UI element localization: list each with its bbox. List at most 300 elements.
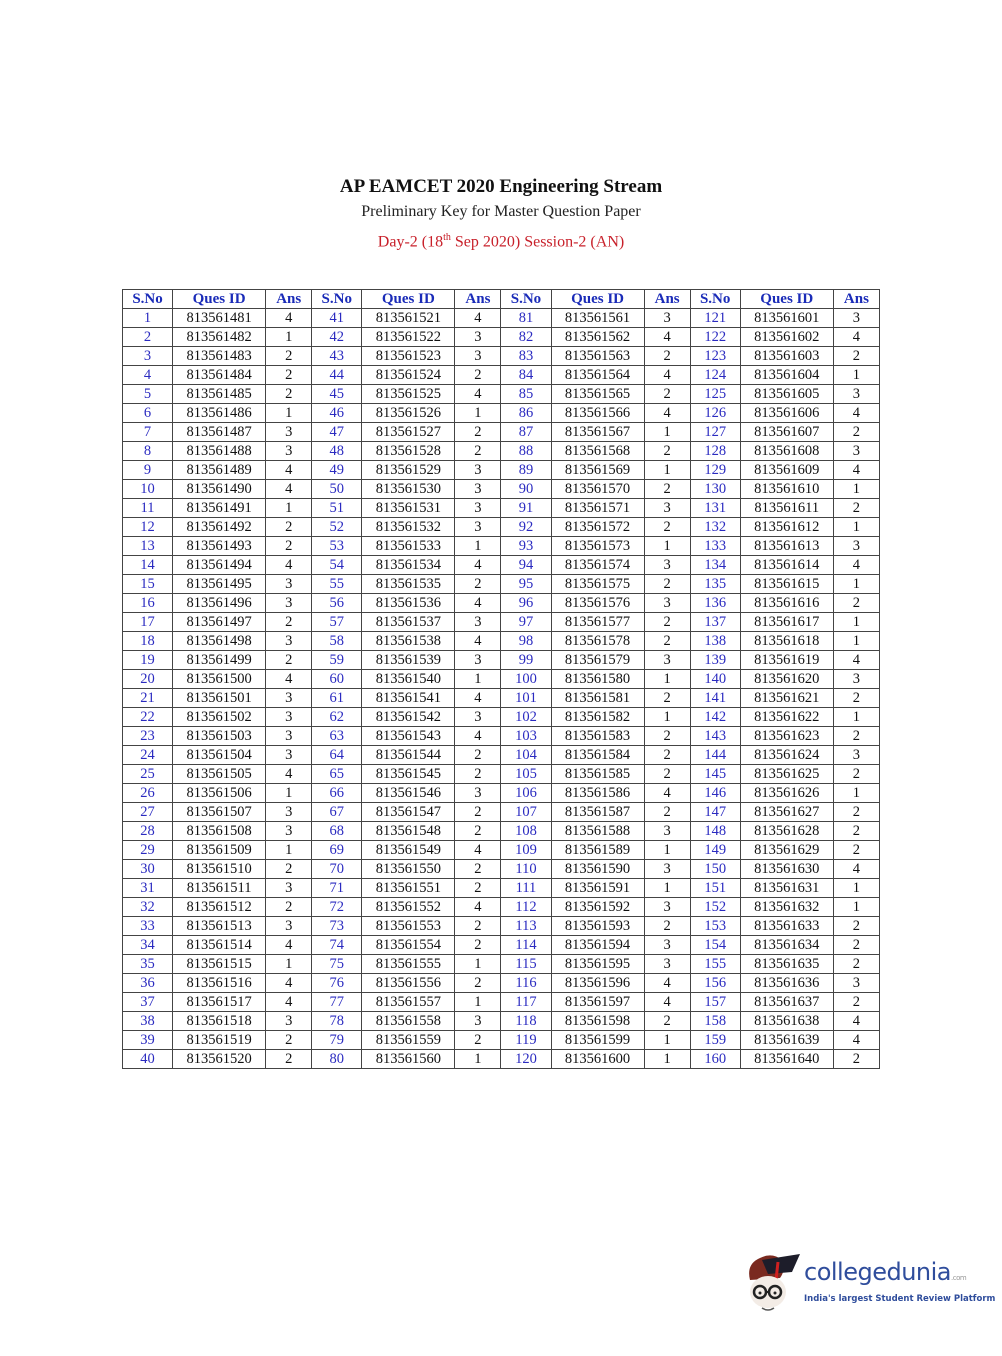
serial-number-cell: 97 [501, 613, 551, 632]
serial-number-cell: 10 [123, 480, 173, 499]
serial-number-cell: 114 [501, 936, 551, 955]
answer-cell: 1 [833, 898, 879, 917]
question-id-cell: 813561486 [173, 404, 266, 423]
serial-number-cell: 120 [501, 1050, 551, 1069]
question-id-cell: 813561497 [173, 613, 266, 632]
answer-cell: 1 [266, 328, 312, 347]
answer-cell: 1 [833, 784, 879, 803]
question-id-cell: 813561490 [173, 480, 266, 499]
answer-cell: 4 [644, 366, 690, 385]
answer-cell: 3 [644, 594, 690, 613]
table-row [123, 613, 880, 632]
answer-cell: 3 [644, 936, 690, 955]
table-row [123, 499, 880, 518]
question-id-cell: 813561612 [740, 518, 833, 537]
table-row [123, 974, 880, 993]
table-row [123, 309, 880, 328]
question-id-cell: 813561494 [173, 556, 266, 575]
answer-cell: 2 [833, 803, 879, 822]
answer-key-table [122, 289, 880, 1069]
question-id-cell: 813561573 [551, 537, 644, 556]
answer-cell: 2 [266, 385, 312, 404]
answer-cell: 3 [833, 746, 879, 765]
serial-number-cell: 44 [312, 366, 362, 385]
serial-number-cell: 138 [690, 632, 740, 651]
table-row [123, 765, 880, 784]
serial-number-cell: 150 [690, 860, 740, 879]
column-header: Ans [266, 290, 312, 309]
table-row [123, 936, 880, 955]
table-row [123, 404, 880, 423]
question-id-cell: 813561550 [362, 860, 455, 879]
serial-number-cell: 37 [123, 993, 173, 1012]
question-id-cell: 813561527 [362, 423, 455, 442]
question-id-cell: 813561583 [551, 727, 644, 746]
question-id-cell: 813561605 [740, 385, 833, 404]
serial-number-cell: 46 [312, 404, 362, 423]
answer-cell: 3 [266, 423, 312, 442]
table-row [123, 347, 880, 366]
table-row [123, 594, 880, 613]
question-id-cell: 813561614 [740, 556, 833, 575]
serial-number-cell: 131 [690, 499, 740, 518]
serial-number-cell: 61 [312, 689, 362, 708]
answer-cell: 2 [455, 822, 501, 841]
answer-cell: 1 [644, 461, 690, 480]
serial-number-cell: 109 [501, 841, 551, 860]
answer-cell: 2 [644, 803, 690, 822]
table-row [123, 537, 880, 556]
answer-cell: 3 [266, 746, 312, 765]
table-row [123, 518, 880, 537]
question-id-cell: 813561580 [551, 670, 644, 689]
column-header: Ans [833, 290, 879, 309]
answer-cell: 2 [455, 423, 501, 442]
question-id-cell: 813561558 [362, 1012, 455, 1031]
serial-number-cell: 48 [312, 442, 362, 461]
answer-cell: 2 [266, 1050, 312, 1069]
answer-cell: 2 [644, 746, 690, 765]
serial-number-cell: 30 [123, 860, 173, 879]
answer-cell: 2 [266, 651, 312, 670]
question-id-cell: 813561561 [551, 309, 644, 328]
table-row [123, 689, 880, 708]
serial-number-cell: 32 [123, 898, 173, 917]
answer-cell: 4 [833, 1031, 879, 1050]
question-id-cell: 813561600 [551, 1050, 644, 1069]
answer-cell: 2 [455, 974, 501, 993]
column-header: Ques ID [740, 290, 833, 309]
serial-number-cell: 26 [123, 784, 173, 803]
serial-number-cell: 154 [690, 936, 740, 955]
answer-cell: 4 [833, 1012, 879, 1031]
answer-cell: 4 [455, 689, 501, 708]
question-id-cell: 813561488 [173, 442, 266, 461]
answer-cell: 3 [455, 651, 501, 670]
serial-number-cell: 57 [312, 613, 362, 632]
serial-number-cell: 39 [123, 1031, 173, 1050]
question-id-cell: 813561511 [173, 879, 266, 898]
serial-number-cell: 25 [123, 765, 173, 784]
question-id-cell: 813561565 [551, 385, 644, 404]
serial-number-cell: 119 [501, 1031, 551, 1050]
serial-number-cell: 8 [123, 442, 173, 461]
serial-number-cell: 62 [312, 708, 362, 727]
serial-number-cell: 85 [501, 385, 551, 404]
question-id-cell: 813561586 [551, 784, 644, 803]
serial-number-cell: 7 [123, 423, 173, 442]
serial-number-cell: 15 [123, 575, 173, 594]
serial-number-cell: 146 [690, 784, 740, 803]
serial-number-cell: 96 [501, 594, 551, 613]
serial-number-cell: 41 [312, 309, 362, 328]
table-row [123, 385, 880, 404]
answer-cell: 3 [455, 784, 501, 803]
serial-number-cell: 36 [123, 974, 173, 993]
answer-cell: 2 [455, 765, 501, 784]
answer-cell: 1 [833, 518, 879, 537]
column-header: S.No [501, 290, 551, 309]
answer-cell: 4 [266, 974, 312, 993]
answer-cell: 2 [833, 594, 879, 613]
answer-cell: 2 [644, 727, 690, 746]
serial-number-cell: 155 [690, 955, 740, 974]
answer-cell: 3 [455, 347, 501, 366]
answer-cell: 2 [455, 746, 501, 765]
answer-cell: 4 [644, 328, 690, 347]
table-row [123, 328, 880, 347]
serial-number-cell: 133 [690, 537, 740, 556]
table-row [123, 1031, 880, 1050]
question-id-cell: 813561585 [551, 765, 644, 784]
serial-number-cell: 112 [501, 898, 551, 917]
question-id-cell: 813561568 [551, 442, 644, 461]
question-id-cell: 813561528 [362, 442, 455, 461]
serial-number-cell: 23 [123, 727, 173, 746]
answer-cell: 4 [266, 309, 312, 328]
answer-cell: 2 [833, 727, 879, 746]
answer-cell: 3 [266, 917, 312, 936]
answer-cell: 2 [644, 613, 690, 632]
serial-number-cell: 118 [501, 1012, 551, 1031]
answer-cell: 1 [455, 1050, 501, 1069]
serial-number-cell: 82 [501, 328, 551, 347]
serial-number-cell: 83 [501, 347, 551, 366]
answer-cell: 1 [644, 1050, 690, 1069]
question-id-cell: 813561482 [173, 328, 266, 347]
question-id-cell: 813561510 [173, 860, 266, 879]
answer-cell: 2 [833, 917, 879, 936]
serial-number-cell: 13 [123, 537, 173, 556]
question-id-cell: 813561513 [173, 917, 266, 936]
question-id-cell: 813561552 [362, 898, 455, 917]
serial-number-cell: 31 [123, 879, 173, 898]
answer-cell: 2 [644, 442, 690, 461]
question-id-cell: 813561485 [173, 385, 266, 404]
serial-number-cell: 113 [501, 917, 551, 936]
question-id-cell: 813561608 [740, 442, 833, 461]
serial-number-cell: 157 [690, 993, 740, 1012]
serial-number-cell: 24 [123, 746, 173, 765]
question-id-cell: 813561523 [362, 347, 455, 366]
serial-number-cell: 105 [501, 765, 551, 784]
answer-cell: 1 [644, 670, 690, 689]
answer-cell: 2 [455, 860, 501, 879]
serial-number-cell: 90 [501, 480, 551, 499]
question-id-cell: 813561593 [551, 917, 644, 936]
serial-number-cell: 159 [690, 1031, 740, 1050]
answer-cell: 3 [455, 328, 501, 347]
question-id-cell: 813561589 [551, 841, 644, 860]
answer-cell: 3 [833, 442, 879, 461]
column-header: S.No [690, 290, 740, 309]
table-row [123, 879, 880, 898]
question-id-cell: 813561491 [173, 499, 266, 518]
answer-cell: 2 [833, 689, 879, 708]
serial-number-cell: 63 [312, 727, 362, 746]
serial-number-cell: 100 [501, 670, 551, 689]
serial-number-cell: 1 [123, 309, 173, 328]
serial-number-cell: 127 [690, 423, 740, 442]
question-id-cell: 813561624 [740, 746, 833, 765]
answer-cell: 1 [644, 879, 690, 898]
answer-cell: 3 [644, 898, 690, 917]
serial-number-cell: 49 [312, 461, 362, 480]
column-header: Ans [455, 290, 501, 309]
serial-number-cell: 54 [312, 556, 362, 575]
question-id-cell: 813561599 [551, 1031, 644, 1050]
serial-number-cell: 76 [312, 974, 362, 993]
question-id-cell: 813561618 [740, 632, 833, 651]
serial-number-cell: 125 [690, 385, 740, 404]
answer-cell: 3 [455, 480, 501, 499]
serial-number-cell: 2 [123, 328, 173, 347]
serial-number-cell: 152 [690, 898, 740, 917]
serial-number-cell: 74 [312, 936, 362, 955]
table-row [123, 993, 880, 1012]
serial-number-cell: 53 [312, 537, 362, 556]
mascot-icon [742, 1250, 802, 1316]
answer-cell: 2 [266, 347, 312, 366]
answer-cell: 1 [644, 841, 690, 860]
answer-cell: 4 [833, 860, 879, 879]
table-row [123, 708, 880, 727]
answer-cell: 2 [455, 936, 501, 955]
answer-cell: 4 [266, 556, 312, 575]
serial-number-cell: 115 [501, 955, 551, 974]
question-id-cell: 813561628 [740, 822, 833, 841]
question-id-cell: 813561484 [173, 366, 266, 385]
question-id-cell: 813561626 [740, 784, 833, 803]
column-header: Ques ID [362, 290, 455, 309]
serial-number-cell: 84 [501, 366, 551, 385]
question-id-cell: 813561562 [551, 328, 644, 347]
serial-number-cell: 103 [501, 727, 551, 746]
serial-number-cell: 141 [690, 689, 740, 708]
session-sup: th [443, 232, 451, 243]
question-id-cell: 813561588 [551, 822, 644, 841]
answer-cell: 3 [833, 974, 879, 993]
serial-number-cell: 147 [690, 803, 740, 822]
serial-number-cell: 117 [501, 993, 551, 1012]
serial-number-cell: 94 [501, 556, 551, 575]
serial-number-cell: 116 [501, 974, 551, 993]
serial-number-cell: 156 [690, 974, 740, 993]
serial-number-cell: 70 [312, 860, 362, 879]
question-id-cell: 813561620 [740, 670, 833, 689]
question-id-cell: 813561518 [173, 1012, 266, 1031]
answer-cell: 1 [644, 537, 690, 556]
answer-cell: 3 [644, 822, 690, 841]
serial-number-cell: 110 [501, 860, 551, 879]
question-id-cell: 813561555 [362, 955, 455, 974]
question-id-cell: 813561551 [362, 879, 455, 898]
serial-number-cell: 20 [123, 670, 173, 689]
answer-cell: 3 [266, 689, 312, 708]
answer-cell: 3 [644, 955, 690, 974]
serial-number-cell: 92 [501, 518, 551, 537]
answer-cell: 4 [455, 841, 501, 860]
serial-number-cell: 129 [690, 461, 740, 480]
answer-cell: 1 [266, 955, 312, 974]
question-id-cell: 813561630 [740, 860, 833, 879]
table-row [123, 632, 880, 651]
serial-number-cell: 73 [312, 917, 362, 936]
column-header: S.No [312, 290, 362, 309]
question-id-cell: 813561615 [740, 575, 833, 594]
question-id-cell: 813561601 [740, 309, 833, 328]
question-id-cell: 813561622 [740, 708, 833, 727]
answer-cell: 3 [266, 632, 312, 651]
table-row [123, 480, 880, 499]
document-subtitle: Preliminary Key for Master Question Paper [361, 203, 641, 220]
answer-cell: 2 [833, 955, 879, 974]
serial-number-cell: 45 [312, 385, 362, 404]
question-id-cell: 813561584 [551, 746, 644, 765]
table-row [123, 461, 880, 480]
answer-cell: 2 [833, 936, 879, 955]
question-id-cell: 813561500 [173, 670, 266, 689]
serial-number-cell: 99 [501, 651, 551, 670]
serial-number-cell: 35 [123, 955, 173, 974]
table-row [123, 366, 880, 385]
serial-number-cell: 58 [312, 632, 362, 651]
table-row [123, 803, 880, 822]
question-id-cell: 813561581 [551, 689, 644, 708]
answer-cell: 2 [266, 898, 312, 917]
question-id-cell: 813561495 [173, 575, 266, 594]
question-id-cell: 813561617 [740, 613, 833, 632]
serial-number-cell: 78 [312, 1012, 362, 1031]
question-id-cell: 813561522 [362, 328, 455, 347]
answer-cell: 3 [833, 670, 879, 689]
answer-cell: 2 [455, 1031, 501, 1050]
question-id-cell: 813561554 [362, 936, 455, 955]
answer-cell: 2 [644, 480, 690, 499]
answer-cell: 4 [644, 974, 690, 993]
serial-number-cell: 19 [123, 651, 173, 670]
answer-cell: 2 [644, 765, 690, 784]
question-id-cell: 813561563 [551, 347, 644, 366]
serial-number-cell: 4 [123, 366, 173, 385]
question-id-cell: 813561538 [362, 632, 455, 651]
question-id-cell: 813561526 [362, 404, 455, 423]
answer-cell: 4 [266, 461, 312, 480]
question-id-cell: 813561556 [362, 974, 455, 993]
question-id-cell: 813561505 [173, 765, 266, 784]
serial-number-cell: 145 [690, 765, 740, 784]
serial-number-cell: 128 [690, 442, 740, 461]
serial-number-cell: 65 [312, 765, 362, 784]
answer-cell: 2 [833, 822, 879, 841]
serial-number-cell: 60 [312, 670, 362, 689]
answer-cell: 3 [644, 651, 690, 670]
answer-cell: 2 [644, 347, 690, 366]
answer-cell: 4 [644, 993, 690, 1012]
question-id-cell: 813561492 [173, 518, 266, 537]
answer-cell: 2 [644, 632, 690, 651]
answer-cell: 3 [644, 860, 690, 879]
question-id-cell: 813561541 [362, 689, 455, 708]
question-id-cell: 813561606 [740, 404, 833, 423]
brand-text: collegedunia [804, 1258, 952, 1286]
answer-cell: 2 [455, 917, 501, 936]
serial-number-cell: 108 [501, 822, 551, 841]
answer-cell: 2 [833, 993, 879, 1012]
answer-cell: 1 [455, 404, 501, 423]
question-id-cell: 813561521 [362, 309, 455, 328]
question-id-cell: 813561610 [740, 480, 833, 499]
question-id-cell: 813561571 [551, 499, 644, 518]
answer-cell: 3 [266, 879, 312, 898]
answer-cell: 2 [644, 385, 690, 404]
question-id-cell: 813561609 [740, 461, 833, 480]
table-row [123, 822, 880, 841]
answer-cell: 4 [644, 404, 690, 423]
answer-cell: 3 [644, 309, 690, 328]
question-id-cell: 813561535 [362, 575, 455, 594]
table-row [123, 1050, 880, 1069]
answer-cell: 2 [644, 518, 690, 537]
question-id-cell: 813561590 [551, 860, 644, 879]
answer-cell: 2 [833, 347, 879, 366]
serial-number-cell: 71 [312, 879, 362, 898]
question-id-cell: 813561514 [173, 936, 266, 955]
question-id-cell: 813561499 [173, 651, 266, 670]
answer-cell: 2 [833, 765, 879, 784]
answer-cell: 1 [644, 708, 690, 727]
serial-number-cell: 51 [312, 499, 362, 518]
collegedunia-logo [742, 1250, 996, 1320]
answer-cell: 4 [833, 328, 879, 347]
serial-number-cell: 66 [312, 784, 362, 803]
question-id-cell: 813561547 [362, 803, 455, 822]
question-id-cell: 813561543 [362, 727, 455, 746]
table-row [123, 727, 880, 746]
question-id-cell: 813561592 [551, 898, 644, 917]
serial-number-cell: 6 [123, 404, 173, 423]
serial-number-cell: 111 [501, 879, 551, 898]
question-id-cell: 813561559 [362, 1031, 455, 1050]
question-id-cell: 813561529 [362, 461, 455, 480]
serial-number-cell: 139 [690, 651, 740, 670]
serial-number-cell: 40 [123, 1050, 173, 1069]
question-id-cell: 813561591 [551, 879, 644, 898]
serial-number-cell: 87 [501, 423, 551, 442]
answer-cell: 3 [833, 309, 879, 328]
serial-number-cell: 33 [123, 917, 173, 936]
serial-number-cell: 130 [690, 480, 740, 499]
